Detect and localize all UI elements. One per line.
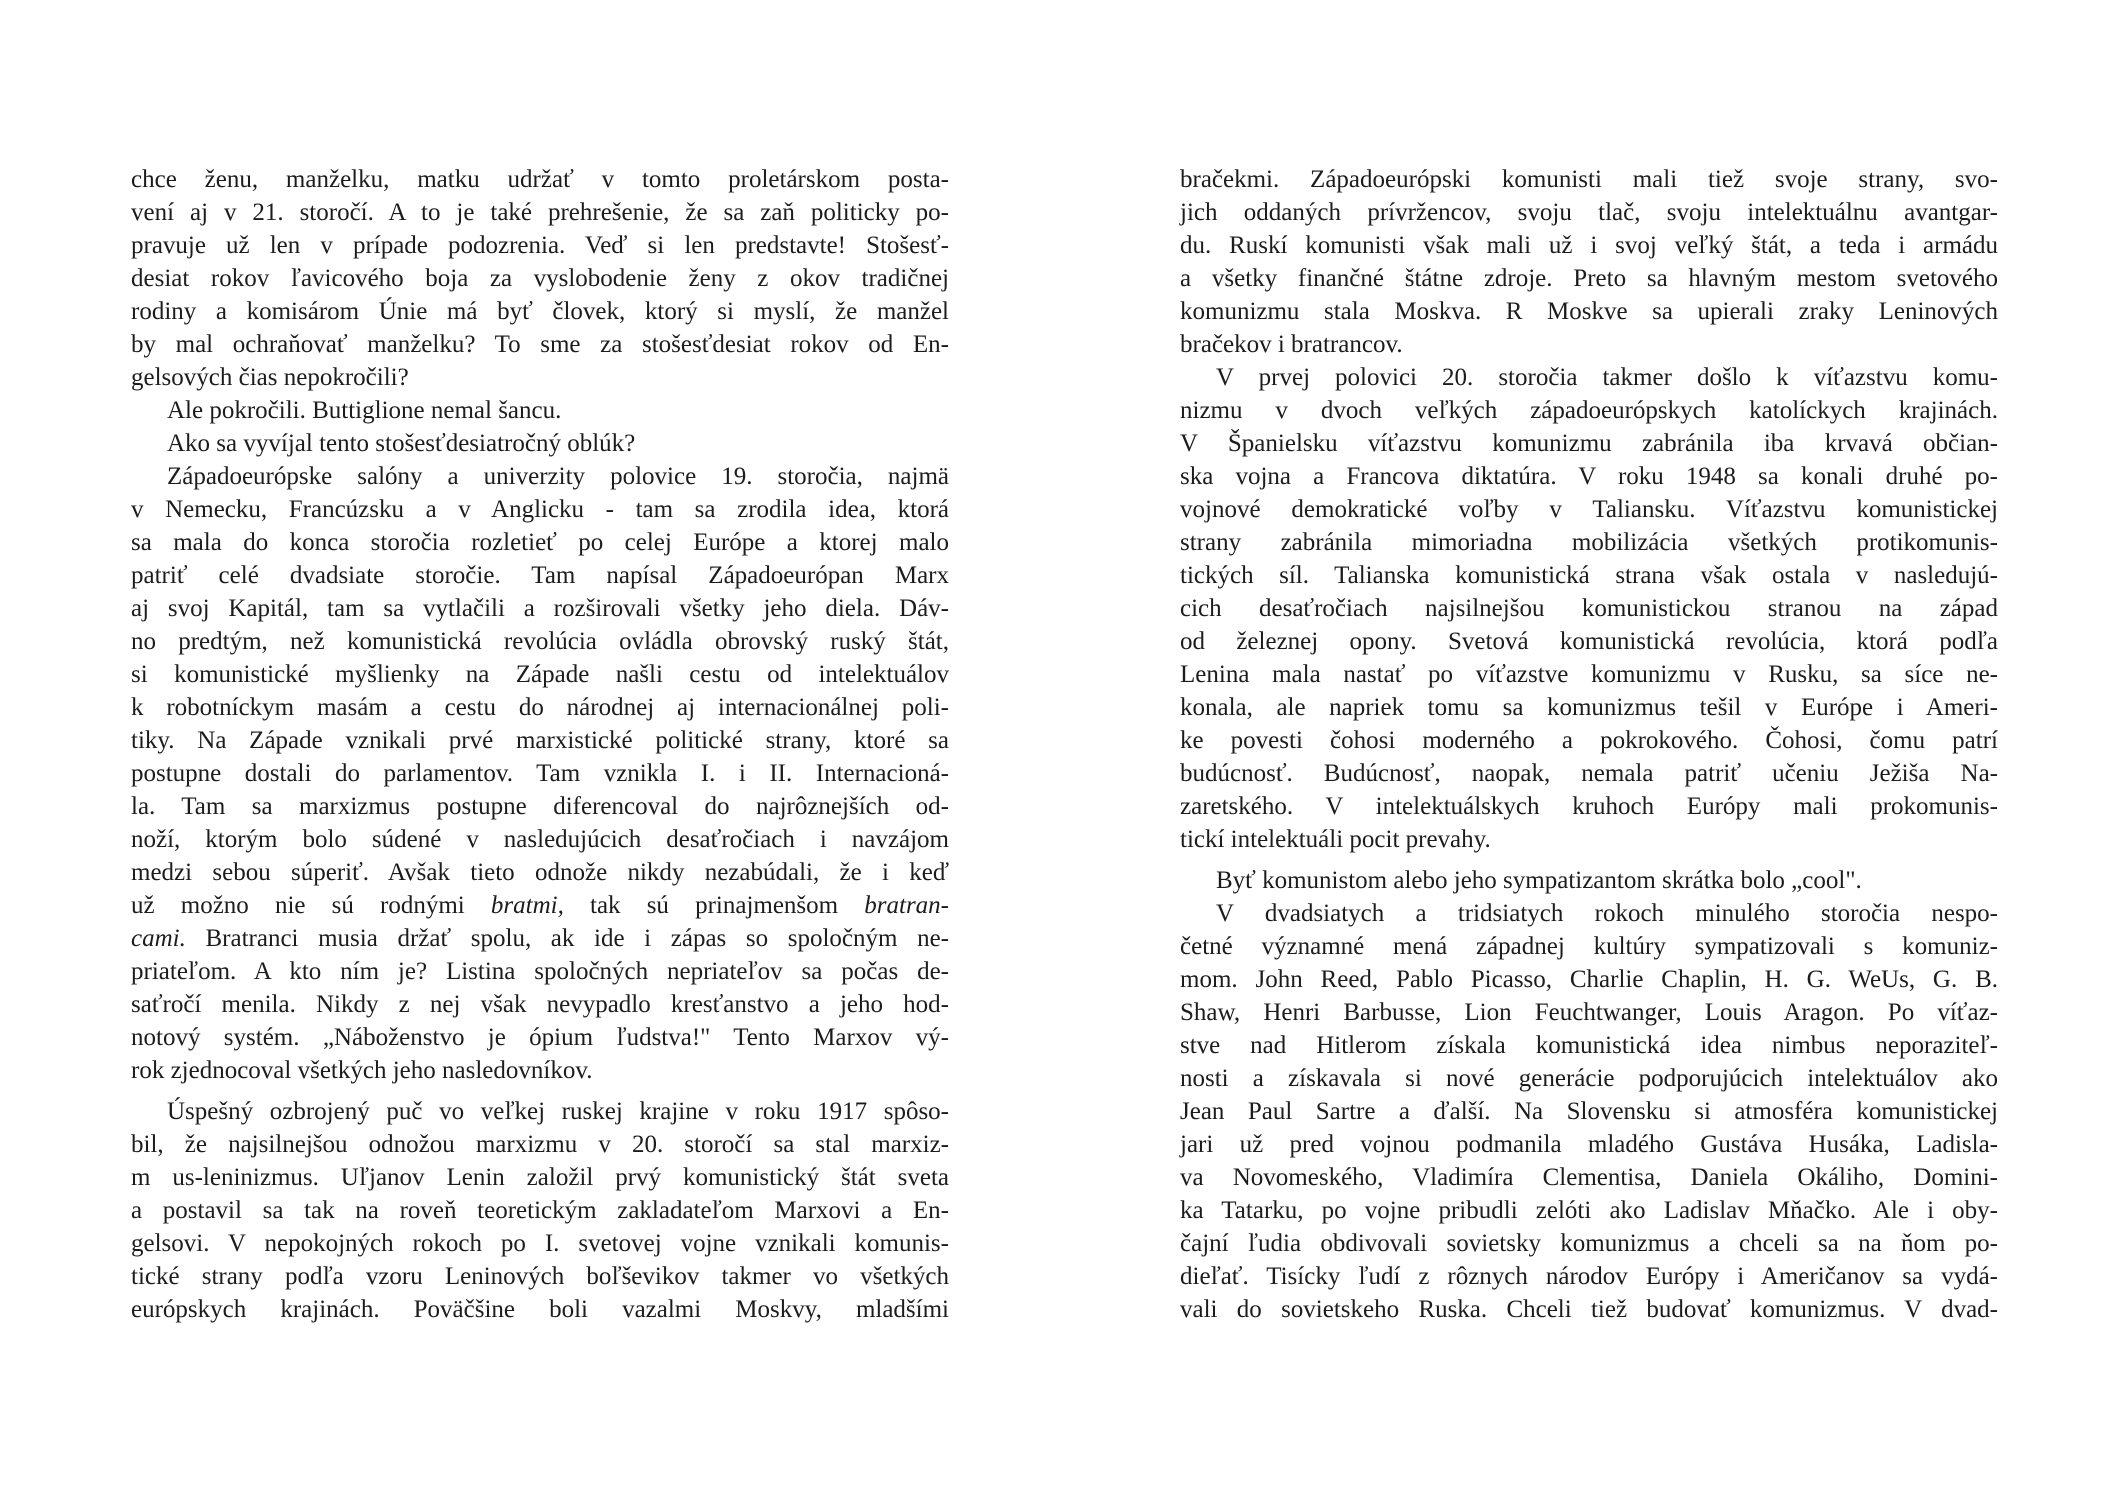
text-line: bil, že najsilnejšou odnožou marxizmu v 20. storočí sa stal marxiz- — [131, 1131, 949, 1158]
text-line: Ale pokročili. Buttiglione nemal šancu. — [167, 397, 562, 424]
text-line: si komunistické myšlienky na Západe našli cestu od intelektuálov — [131, 661, 949, 688]
text-line: du. Ruskí komunisti však mali už i svoj veľký štát, a teda i armádu — [1180, 232, 1998, 259]
text-fragment: tak sú prinajmenšom — [590, 892, 839, 919]
text-line: Lenina mala nastať po víťazstve komunizmu v Rusku, sa síce ne- — [1180, 661, 1998, 688]
text-line: desiat rokov ľavicového boja za vyslobodenie ženy z okov tradičnej — [131, 265, 949, 292]
text-line: chce ženu, manželku, matku udržať v tomto proletárskom posta- — [131, 166, 949, 193]
italic-text: bratmi, — [490, 892, 564, 919]
text-line: rok zjednocoval všetkých jeho nasledovníkov. — [131, 1057, 593, 1084]
text-line: vení aj v 21. storočí. A to je také prehrešenie, že sa zaň politicky po- — [131, 199, 949, 226]
italic-text: cami. — [131, 925, 186, 952]
text-line: strany zabránila mimoriadna mobilizácia všetkých protikomunis- — [1180, 529, 1998, 556]
text-line: Ako sa vyvíjal tento stošesťdesiatročný oblúk? — [167, 430, 636, 457]
text-line: sa mala do konca storočia rozletieť po celej Európe a ktorej malo — [131, 529, 949, 556]
text-line: bračekov i bratrancov. — [1180, 331, 1403, 358]
text-line: vojnové demokratické voľby v Taliansku. Víťazstvu komunistickej — [1180, 496, 1998, 523]
text-line: európskych krajinách. Poväčšine boli vazalmi Moskvy, mladšími — [131, 1296, 949, 1323]
text-line: bračekmi. Západoeurópski komunisti mali tiež svoje strany, svo- — [1180, 166, 1998, 193]
text-line: čajní ľudia obdivovali sovietsky komunizmus a chceli sa na ňom po- — [1180, 1230, 1998, 1257]
text-line: no predtým, než komunistická revolúcia ovládla obrovský ruský štát, — [131, 628, 949, 655]
italic-text: bratran- — [864, 892, 949, 919]
text-line: zaretského. V intelektuálskych kruhoch Európy mali prokomunis- — [1180, 793, 1998, 820]
text-line — [131, 889, 949, 922]
text-line: pravuje už len v prípade podozrenia. Veď si len predstavte! Stošesť- — [131, 232, 949, 259]
text-line: jich oddaných prívržencov, svoju tlač, svoju intelektuálnu avantgar- — [1180, 199, 1998, 226]
text-fragment: Bratranci musia držať spolu, ak ide i zápas so spoločným ne- — [205, 925, 949, 952]
text-line: noží, ktorým bolo súdené v nasledujúcich desaťročiach i navzájom — [131, 826, 949, 853]
text-line: la. Tam sa marxizmus postupne diferencoval do najrôznejších od- — [131, 793, 949, 820]
text-line — [131, 922, 949, 955]
text-line: m us-leninizmus. Uľjanov Lenin založil prvý komunistický štát sveta — [131, 1164, 949, 1191]
text-line: patriť celé dvadsiate storočie. Tam napísal Západoeurópan Marx — [131, 562, 949, 589]
text-line: by mal ochraňovať manželku? To sme za stošesťdesiat rokov od En- — [131, 331, 949, 358]
text-line: va Novomeského, Vladimíra Clementisa, Daniela Okáliho, Domini- — [1180, 1164, 1998, 1191]
text-line: konala, ale napriek tomu sa komunizmus tešil v Európe i Ameri- — [1180, 694, 1998, 721]
text-fragment: už možno nie sú rodnými — [131, 892, 465, 919]
text-line: dieľať. Tisícky ľudí z rôznych národov Európy i Američanov sa vydá- — [1180, 1263, 1998, 1290]
text-line: Byť komunistom alebo jeho sympatizantom skrátka bolo „cool". — [1216, 867, 1862, 894]
text-line: medzi sebou súperiť. Avšak tieto odnože nikdy nezabúdali, že i keď — [131, 859, 949, 886]
text-line: saťročí menila. Nikdy z nej však nevypadlo kresťanstvo a jeho hod- — [131, 991, 949, 1018]
text-line: ke povesti čohosi moderného a pokrokového. Čohosi, čomu patrí — [1180, 727, 1998, 754]
text-line: a postavil sa tak na roveň teoretickým zakladateľom Marxovi a En- — [131, 1197, 949, 1224]
text-line: gelsových čias nepokročili? — [131, 364, 409, 391]
text-line: ka Tatarku, po vojne pribudli zelóti ako Ladislav Mňačko. Ale i oby- — [1180, 1197, 1998, 1224]
text-line: V prvej polovici 20. storočia takmer došlo k víťazstvu komu- — [1216, 364, 1998, 391]
text-line: nizmu v dvoch veľkých západoeurópskych katolíckych krajinách. — [1180, 397, 1998, 424]
text-line: V Španielsku víťazstvu komunizmu zabránila iba krvavá občian- — [1180, 430, 1998, 457]
text-line: gelsovi. V nepokojných rokoch po I. svetovej vojne vznikali komunis- — [131, 1230, 949, 1257]
text-line: od železnej opony. Svetová komunistická revolúcia, ktorá podľa — [1180, 628, 1998, 655]
text-line: tické strany podľa vzoru Leninových boľševikov takmer vo všetkých — [131, 1263, 949, 1290]
text-line: notový systém. „Náboženstvo je ópium ľudstva!" Tento Marxov vý- — [131, 1024, 949, 1051]
text-line: tiky. Na Západe vznikali prvé marxistické politické strany, ktoré sa — [131, 727, 949, 754]
text-line: v Nemecku, Francúzsku a v Anglicku - tam sa zrodila idea, ktorá — [131, 496, 949, 523]
text-line: a všetky finančné štátne zdroje. Preto sa hlavným mestom svetového — [1180, 265, 1998, 292]
text-line: aj svoj Kapitál, tam sa vytlačili a rozširovali všetky jeho diela. Dáv- — [131, 595, 949, 622]
text-line: ska vojna a Francova diktatúra. V roku 1948 sa konali druhé po- — [1180, 463, 1998, 490]
text-line: stve nad Hitlerom získala komunistická idea nimbus neporaziteľ- — [1180, 1032, 1998, 1059]
text-line: četné významné mená západnej kultúry sympatizovali s komuniz- — [1180, 933, 1998, 960]
text-line: postupne dostali do parlamentov. Tam vznikla I. i II. Internacioná- — [131, 760, 949, 787]
text-line: V dvadsiatych a tridsiatych rokoch minulého storočia nespo- — [1216, 900, 1998, 927]
text-line: Shaw, Henri Barbusse, Lion Feuchtwanger, Louis Aragon. Po víťaz- — [1180, 999, 1998, 1026]
text-line: tických síl. Talianska komunistická strana však ostala v nasledujú- — [1180, 562, 1998, 589]
text-line: budúcnosť. Budúcnosť, naopak, nemala patriť učeniu Ježiša Na- — [1180, 760, 1998, 787]
text-line: komunizmu stala Moskva. R Moskve sa upierali zraky Leninových — [1180, 298, 1998, 325]
text-line: Jean Paul Sartre a ďalší. Na Slovensku si atmosféra komunistickej — [1180, 1098, 1998, 1125]
text-line: k robotníckym masám a cestu do národnej aj internacionálnej poli- — [131, 694, 949, 721]
text-line: vali do sovietskeho Ruska. Chceli tiež budovať komunizmus. V dvad- — [1180, 1296, 1998, 1323]
left-page — [131, 163, 949, 1326]
text-line: tickí intelektuáli pocit prevahy. — [1180, 826, 1491, 853]
text-line: Západoeurópske salóny a univerzity polovice 19. storočia, najmä — [167, 463, 949, 490]
text-line: jari už pred vojnou podmanila mladého Gustáva Husáka, Ladisla- — [1180, 1131, 1998, 1158]
text-line: priateľom. A kto ním je? Listina spoločných nepriateľov sa počas de- — [131, 958, 949, 985]
text-line: Úspešný ozbrojený puč vo veľkej ruskej krajine v roku 1917 spôso- — [167, 1098, 949, 1125]
right-page — [1180, 163, 1998, 1326]
text-line: nosti a získavala si nové generácie podporujúcich intelektuálov ako — [1180, 1065, 1998, 1092]
text-line: cich desaťročiach najsilnejšou komunistickou stranou na západ — [1180, 595, 1998, 622]
text-line: rodiny a komisárom Únie má byť človek, ktorý si myslí, že manžel — [131, 298, 949, 325]
text-line: mom. John Reed, Pablo Picasso, Charlie Chaplin, H. G. WeUs, G. B. — [1180, 966, 1998, 993]
